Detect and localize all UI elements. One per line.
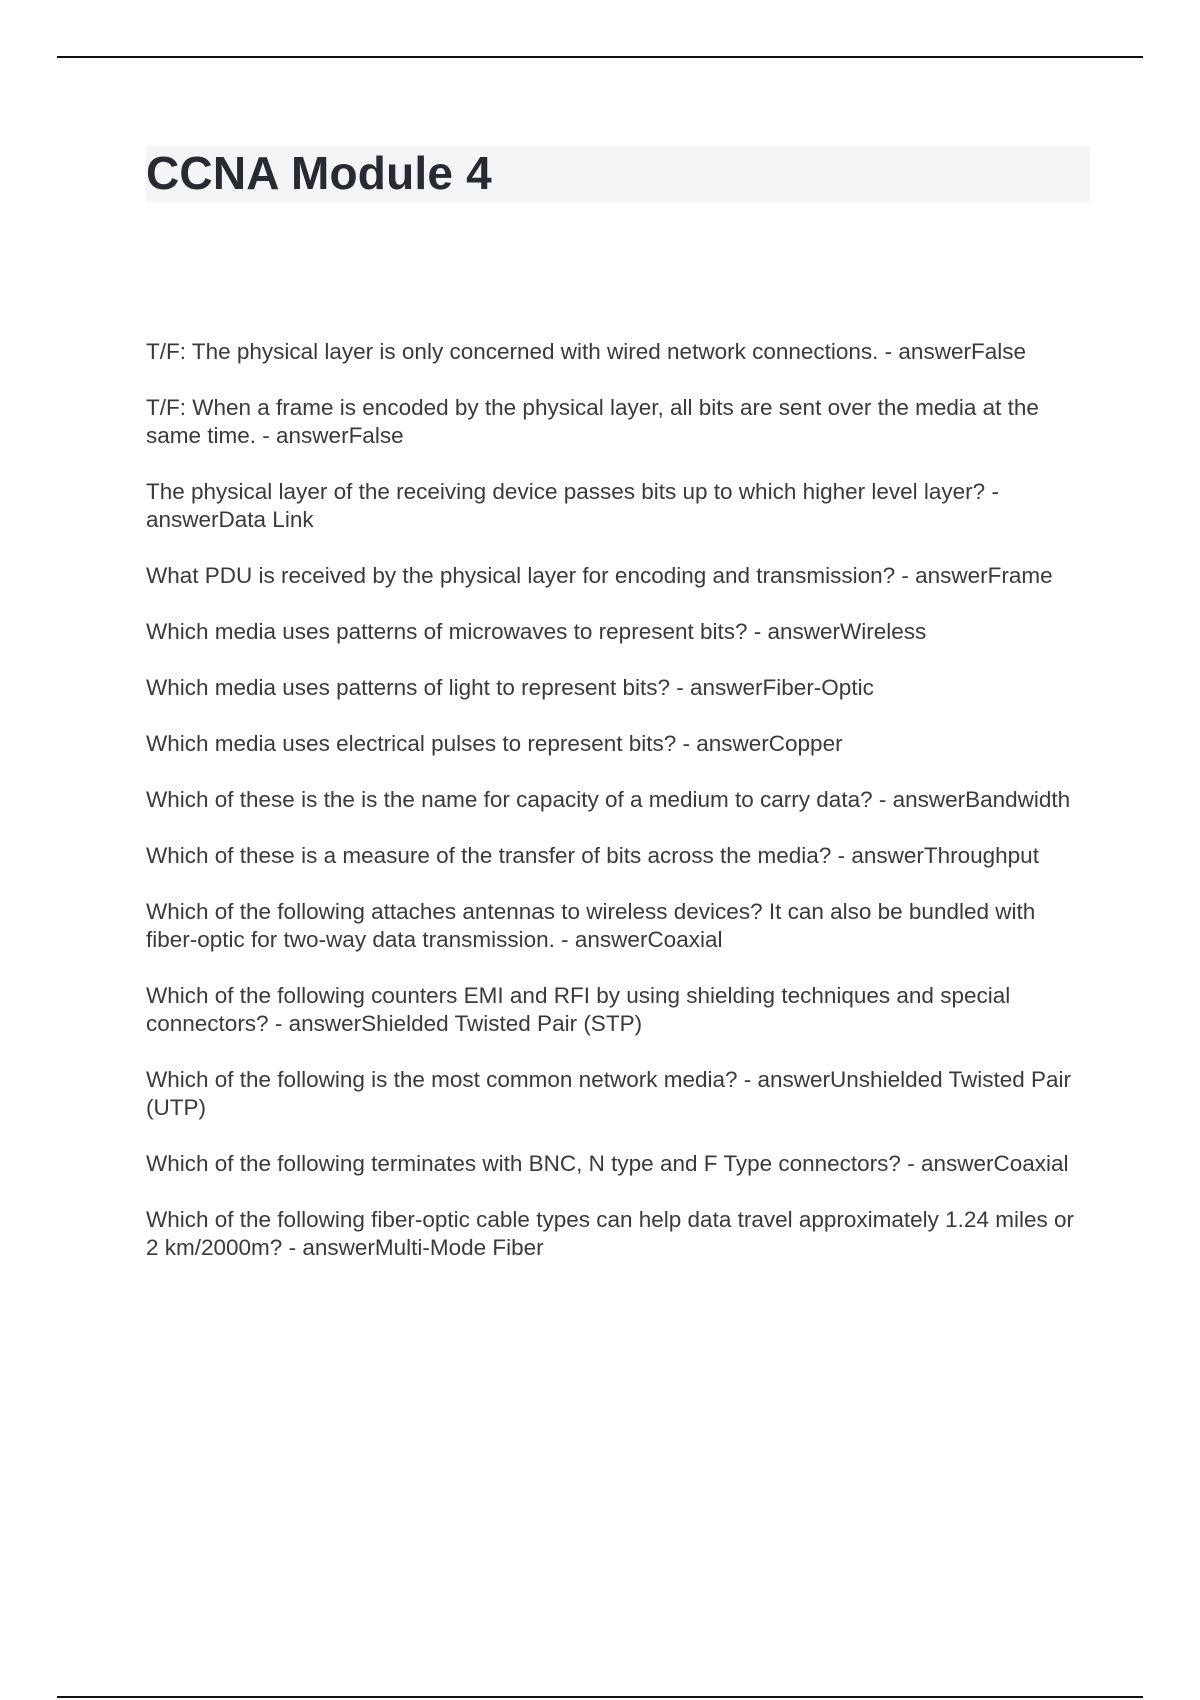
answer-separator: -	[670, 675, 691, 700]
question-text: Which of the following fiber-optic cable types can help data travel approximately 1.24 miles or 2 km/2000m?	[146, 1207, 1074, 1260]
answer-text: answerCoaxial	[574, 927, 723, 952]
question-text: The physical layer of the receiving device passes bits up to which higher level layer?	[146, 479, 986, 504]
answer-separator: -	[895, 563, 916, 588]
answer-separator: -	[872, 787, 893, 812]
question-text: Which of these is a measure of the transfer of bits across the media?	[146, 843, 832, 868]
question-text: Which of the following attaches antennas to wireless devices? It can also be bundled with fiber-optic for two-way data transmission.	[146, 899, 1036, 952]
answer-separator: -	[282, 1235, 303, 1260]
answer-separator: -	[268, 1011, 289, 1036]
qa-item	[146, 618, 1086, 646]
question-answer-list	[146, 338, 1086, 1290]
qa-item	[146, 898, 1086, 954]
question-text: T/F: The physical layer is only concerned with wired network connections.	[146, 339, 879, 364]
answer-separator: -	[747, 619, 768, 644]
answer-text: answerCoaxial	[920, 1151, 1069, 1176]
qa-item	[146, 1206, 1086, 1262]
answer-separator: -	[900, 1151, 921, 1176]
question-text: Which of the following is the most common network media?	[146, 1067, 738, 1092]
question-text: What PDU is received by the physical layer for encoding and transmission?	[146, 563, 896, 588]
qa-item	[146, 338, 1086, 366]
top-divider	[57, 56, 1143, 58]
question-text: Which of the following counters EMI and RFI by using shielding techniques and special connectors?	[146, 983, 1011, 1036]
qa-item	[146, 562, 1086, 590]
answer-text: answerWireless	[767, 619, 927, 644]
answer-text: answerUnshielded Twisted Pair (UTP)	[146, 1067, 1072, 1120]
answer-separator: -	[831, 843, 852, 868]
question-text: T/F: When a frame is encoded by the physical layer, all bits are sent over the media at the same time.	[146, 395, 1039, 448]
page-title: CCNA Module 4	[146, 147, 492, 199]
answer-text: answerCopper	[696, 731, 843, 756]
qa-item	[146, 842, 1086, 870]
qa-item	[146, 674, 1086, 702]
answer-text: answerFrame	[915, 563, 1053, 588]
answer-text: answerData Link	[146, 507, 314, 532]
answer-separator: -	[737, 1067, 758, 1092]
question-text: Which media uses electrical pulses to represent bits?	[146, 731, 677, 756]
qa-item	[146, 1066, 1086, 1122]
qa-item	[146, 478, 1086, 534]
qa-item	[146, 394, 1086, 450]
answer-text: answerThroughput	[851, 843, 1039, 868]
answer-text: answerFalse	[276, 423, 404, 448]
answer-text: answerMulti-Mode Fiber	[302, 1235, 544, 1260]
answer-separator: -	[554, 927, 575, 952]
qa-item	[146, 1150, 1086, 1178]
answer-separator: -	[676, 731, 697, 756]
qa-item	[146, 730, 1086, 758]
qa-item	[146, 982, 1086, 1038]
answer-text: answerFalse	[898, 339, 1026, 364]
question-text: Which of these is the is the name for capacity of a medium to carry data?	[146, 787, 873, 812]
bottom-divider	[57, 1696, 1143, 1698]
qa-item	[146, 786, 1086, 814]
question-text: Which media uses patterns of microwaves to represent bits?	[146, 619, 748, 644]
answer-text: answerFiber-Optic	[690, 675, 874, 700]
answer-separator: -	[256, 423, 277, 448]
answer-separator: -	[985, 479, 999, 504]
question-text: Which of the following terminates with BNC, N type and F Type connectors?	[146, 1151, 901, 1176]
question-text: Which media uses patterns of light to represent bits?	[146, 675, 671, 700]
answer-separator: -	[878, 339, 899, 364]
answer-text: answerShielded Twisted Pair (STP)	[288, 1011, 643, 1036]
answer-text: answerBandwidth	[892, 787, 1071, 812]
